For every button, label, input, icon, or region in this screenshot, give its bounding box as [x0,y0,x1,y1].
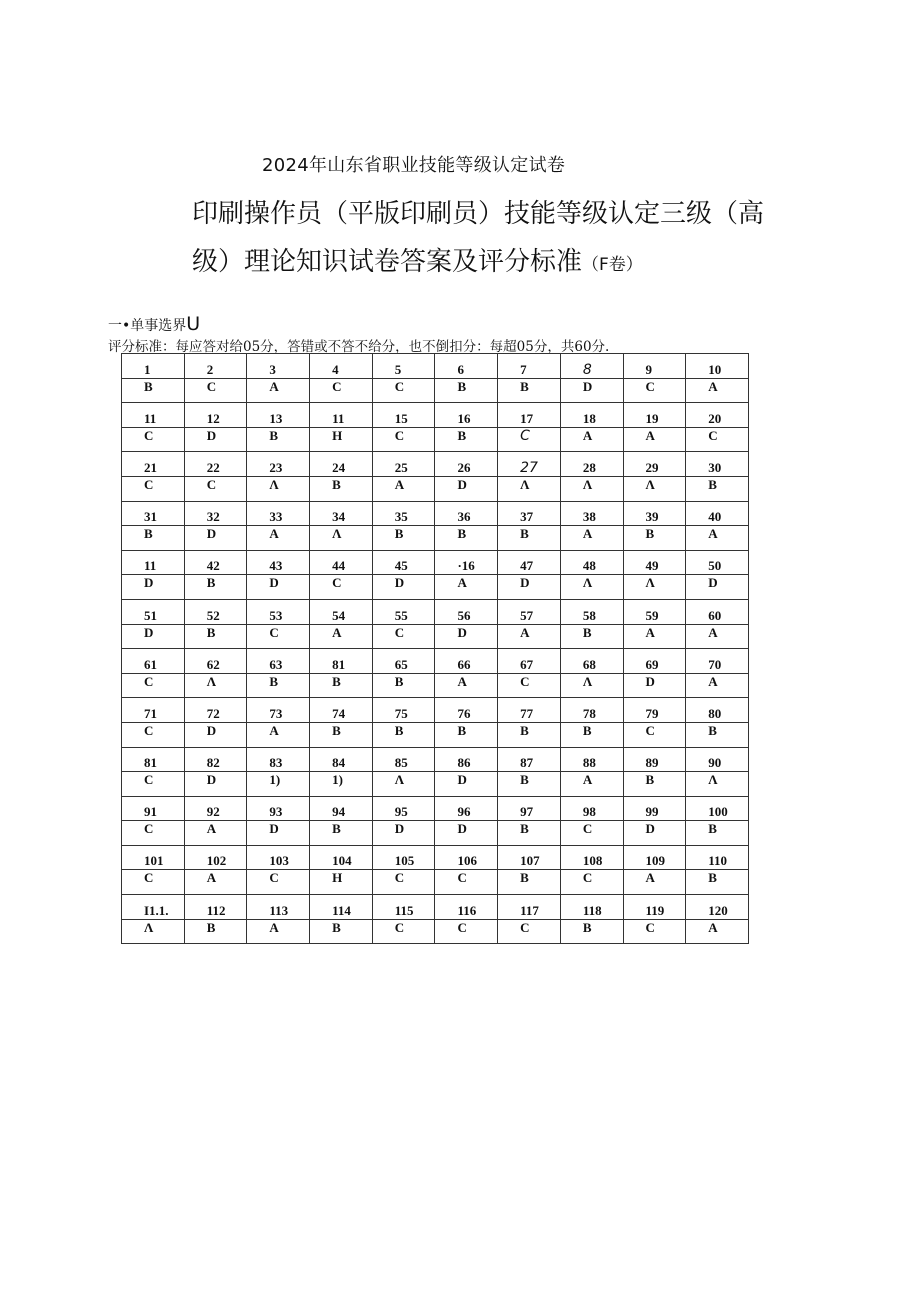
answer-cell: B [435,722,498,747]
answer-cell: H [310,427,373,452]
answer-row [122,821,749,846]
question-number-cell: 36 [435,501,498,526]
answer-cell: A [310,624,373,649]
answer-cell: B [435,378,498,403]
question-number-cell: 22 [184,452,247,477]
answer-cell: Λ [560,575,623,600]
question-number-cell: 115 [372,895,435,920]
answer-cell: C [247,624,310,649]
question-number-cell: 61 [122,649,185,674]
answer-cell: Λ [560,673,623,698]
answer-cell: B [184,575,247,600]
question-number-cell: 44 [310,550,373,575]
answer-cell: C [122,772,185,797]
question-number-cell: 8 [560,354,623,379]
question-number-cell: 95 [372,796,435,821]
answer-row [122,526,749,551]
question-number-cell: 106 [435,845,498,870]
answer-table [121,353,749,944]
answer-cell: C [435,919,498,944]
answer-cell: D [435,772,498,797]
answer-cell: D [435,476,498,501]
question-number-cell: 77 [498,698,561,723]
question-number-cell: 28 [560,452,623,477]
question-number-cell: 98 [560,796,623,821]
answer-cell: B [498,526,561,551]
answer-cell: C [372,624,435,649]
question-number-row [122,747,749,772]
answer-cell: A [686,624,749,649]
question-number-cell: 48 [560,550,623,575]
question-number-row [122,895,749,920]
question-number-cell: 3 [247,354,310,379]
section-label-mark: U [186,313,201,335]
question-number-cell: 29 [623,452,686,477]
answer-cell: B [560,722,623,747]
question-number-cell: 109 [623,845,686,870]
question-number-cell: 117 [498,895,561,920]
question-number-cell: 97 [498,796,561,821]
question-number-cell: 35 [372,501,435,526]
answer-cell: A [247,919,310,944]
question-number-cell: 88 [560,747,623,772]
answer-cell: B [498,722,561,747]
question-number-cell: 86 [435,747,498,772]
answer-cell: B [435,526,498,551]
title-line-1: 印刷操作员（平版印刷员）技能等级认定三级（高 [192,199,765,229]
answer-row [122,772,749,797]
question-number-cell: 113 [247,895,310,920]
answer-cell: B [623,772,686,797]
question-number-cell: 100 [686,796,749,821]
question-number-cell: 82 [184,747,247,772]
question-number-cell: 83 [247,747,310,772]
question-number-cell: 112 [184,895,247,920]
answer-cell: A [686,673,749,698]
question-number-cell: 43 [247,550,310,575]
question-number-cell: 89 [623,747,686,772]
answer-cell: A [686,526,749,551]
question-number-cell: 85 [372,747,435,772]
question-number-cell: 94 [310,796,373,821]
answer-cell: D [122,575,185,600]
question-number-row [122,501,749,526]
question-number-cell: 33 [247,501,310,526]
answer-cell: Λ [686,772,749,797]
answer-cell: B [247,673,310,698]
answer-cell: B [122,378,185,403]
answer-cell: D [247,575,310,600]
answer-cell: D [435,624,498,649]
question-number-cell: 4 [310,354,373,379]
answer-cell: C [122,870,185,895]
answer-cell: A [623,427,686,452]
question-number-cell: 116 [435,895,498,920]
answer-cell: Λ [560,476,623,501]
question-number-cell: 24 [310,452,373,477]
answer-cell: C [310,575,373,600]
answer-cell: D [498,575,561,600]
question-number-cell: 66 [435,649,498,674]
answer-cell: D [623,821,686,846]
question-number-cell: 13 [247,403,310,428]
answer-cell: C [498,919,561,944]
answer-cell: A [184,821,247,846]
answer-cell: A [623,870,686,895]
question-number-cell: 92 [184,796,247,821]
question-number-cell: 90 [686,747,749,772]
answer-cell: H [310,870,373,895]
question-number-cell: 23 [247,452,310,477]
question-number-cell: 38 [560,501,623,526]
answer-cell: A [247,722,310,747]
answer-cell: A [623,624,686,649]
answer-cell: B [184,624,247,649]
question-number-cell: 69 [623,649,686,674]
question-number-cell: 108 [560,845,623,870]
answer-cell: A [560,427,623,452]
answer-cell: Λ [247,476,310,501]
question-number-cell: 50 [686,550,749,575]
question-number-cell: 20 [686,403,749,428]
answer-cell: D [184,526,247,551]
question-number-cell: 11 [310,403,373,428]
title-line-2 [192,244,792,283]
answer-cell: C [623,722,686,747]
answer-cell: D [623,673,686,698]
question-number-cell: 51 [122,599,185,624]
question-number-cell: 87 [498,747,561,772]
question-number-cell: 21 [122,452,185,477]
answer-cell: C [498,427,561,452]
question-number-cell: 16 [435,403,498,428]
answer-cell: A [560,772,623,797]
answer-cell: D [686,575,749,600]
answer-cell: B [310,722,373,747]
question-number-cell: 2 [184,354,247,379]
answer-cell: A [560,526,623,551]
answer-cell: C [372,919,435,944]
question-number-cell: 84 [310,747,373,772]
question-number-cell: 114 [310,895,373,920]
answer-cell: C [122,476,185,501]
answer-cell: B [372,526,435,551]
question-number-cell: 11 [122,550,185,575]
answer-cell: D [372,575,435,600]
answer-cell: B [122,526,185,551]
question-number-cell: 103 [247,845,310,870]
question-number-cell: 62 [184,649,247,674]
question-number-cell: 15 [372,403,435,428]
answer-cell: B [686,870,749,895]
answer-cell: B [184,919,247,944]
question-number-cell: 75 [372,698,435,723]
answer-cell: A [435,575,498,600]
answer-cell: 1) [247,772,310,797]
question-number-cell: 107 [498,845,561,870]
answer-row [122,870,749,895]
question-number-cell: 58 [560,599,623,624]
title-line-2-main: 级）理论知识试卷答案及评分标准 [192,247,583,277]
exam-heading: 2024年山东省职业技能等级认定试卷 [262,155,566,176]
answer-row [122,378,749,403]
question-number-cell: 65 [372,649,435,674]
answer-cell: A [435,673,498,698]
answer-cell: B [310,673,373,698]
answer-cell: C [623,919,686,944]
question-number-cell: 40 [686,501,749,526]
answer-cell: C [184,476,247,501]
question-number-cell: 6 [435,354,498,379]
question-number-cell: 72 [184,698,247,723]
question-number-row [122,452,749,477]
question-number-cell: 53 [247,599,310,624]
question-number-cell: 18 [560,403,623,428]
answer-cell: C [560,821,623,846]
answer-cell: Λ [310,526,373,551]
question-number-cell: 49 [623,550,686,575]
question-number-cell: 80 [686,698,749,723]
question-number-cell: 81 [122,747,185,772]
question-number-cell: 25 [372,452,435,477]
question-number-cell: 68 [560,649,623,674]
question-number-cell: 54 [310,599,373,624]
question-number-cell: 59 [623,599,686,624]
answer-cell: A [686,378,749,403]
question-number-cell: 57 [498,599,561,624]
answer-table-body [122,354,749,944]
question-number-cell: 101 [122,845,185,870]
answer-row [122,673,749,698]
answer-cell: B [435,427,498,452]
answer-cell: Λ [498,476,561,501]
answer-cell: B [372,673,435,698]
answer-cell: D [560,378,623,403]
answer-cell: B [686,476,749,501]
question-number-cell: 71 [122,698,185,723]
answer-cell: B [623,526,686,551]
answer-row [122,427,749,452]
question-number-cell: 96 [435,796,498,821]
question-number-cell: ·16 [435,550,498,575]
question-number-cell: 99 [623,796,686,821]
answer-cell: B [498,378,561,403]
question-number-row [122,845,749,870]
question-number-cell: 30 [686,452,749,477]
answer-cell: A [247,526,310,551]
question-number-cell: 19 [623,403,686,428]
answer-cell: D [435,821,498,846]
question-number-cell: 7 [498,354,561,379]
answer-cell: C [372,427,435,452]
question-number-cell: 34 [310,501,373,526]
answer-cell: C [184,378,247,403]
question-number-row [122,599,749,624]
question-number-cell: 104 [310,845,373,870]
question-number-row [122,403,749,428]
question-number-cell: 11 [122,403,185,428]
answer-row [122,476,749,501]
title-line-2-paper-type: （F卷） [582,255,643,275]
question-number-cell: 26 [435,452,498,477]
answer-cell: C [372,378,435,403]
question-number-cell: 39 [623,501,686,526]
question-number-cell: 5 [372,354,435,379]
question-number-cell: 47 [498,550,561,575]
question-number-cell: 81 [310,649,373,674]
question-number-cell: 120 [686,895,749,920]
scoring-note: 评分标准：每应答对给05分，答错或不答不给分，也不倒扣分：每超05分，共60分. [108,339,610,355]
question-number-cell: 60 [686,599,749,624]
question-number-cell: 76 [435,698,498,723]
answer-cell: C [372,870,435,895]
answer-cell: C [122,821,185,846]
question-number-cell: 9 [623,354,686,379]
answer-cell: B [560,624,623,649]
answer-cell: D [247,821,310,846]
answer-cell: A [184,870,247,895]
question-number-cell: 10 [686,354,749,379]
question-number-cell: 110 [686,845,749,870]
section-label-text: 一•单事选界 [108,318,187,334]
question-number-row [122,698,749,723]
answer-cell: C [686,427,749,452]
answer-cell: D [372,821,435,846]
answer-row [122,919,749,944]
answer-cell: A [498,624,561,649]
answer-cell: B [686,821,749,846]
answer-cell: B [372,722,435,747]
question-number-cell: 105 [372,845,435,870]
answer-cell: B [498,821,561,846]
question-number-cell: 31 [122,501,185,526]
answer-row [122,624,749,649]
question-number-row [122,796,749,821]
answer-cell: B [498,772,561,797]
question-number-cell: 32 [184,501,247,526]
answer-cell: C [623,378,686,403]
question-number-cell: 78 [560,698,623,723]
answer-cell: A [247,378,310,403]
question-number-cell: 45 [372,550,435,575]
question-number-row [122,550,749,575]
question-number-cell: 17 [498,403,561,428]
question-number-cell: 63 [247,649,310,674]
answer-cell: C [247,870,310,895]
question-number-cell: 42 [184,550,247,575]
answer-cell: 1) [310,772,373,797]
question-number-cell: 118 [560,895,623,920]
question-number-cell: 79 [623,698,686,723]
question-number-cell: 67 [498,649,561,674]
answer-cell: B [247,427,310,452]
answer-cell: D [184,427,247,452]
answer-cell: D [122,624,185,649]
answer-cell: Λ [623,575,686,600]
answer-cell: B [310,821,373,846]
answer-row [122,575,749,600]
answer-cell: C [122,722,185,747]
answer-cell: C [560,870,623,895]
question-number-row [122,649,749,674]
question-number-cell: 91 [122,796,185,821]
question-number-row [122,354,749,379]
question-number-cell: I1.1. [122,895,185,920]
question-number-cell: 102 [184,845,247,870]
answer-cell: B [310,476,373,501]
answer-cell: C [122,427,185,452]
answer-cell: B [686,722,749,747]
answer-cell: C [122,673,185,698]
answer-cell: B [498,870,561,895]
question-number-cell: 52 [184,599,247,624]
answer-cell: Λ [623,476,686,501]
answer-cell: C [498,673,561,698]
answer-cell: C [435,870,498,895]
question-number-cell: 74 [310,698,373,723]
answer-cell: B [560,919,623,944]
answer-cell: C [310,378,373,403]
answer-cell: A [372,476,435,501]
question-number-cell: 119 [623,895,686,920]
answer-cell: Λ [122,919,185,944]
question-number-cell: 1 [122,354,185,379]
answer-row [122,722,749,747]
question-number-cell: 37 [498,501,561,526]
answer-cell: A [686,919,749,944]
answer-cell: Λ [184,673,247,698]
answer-cell: B [310,919,373,944]
question-number-cell: 93 [247,796,310,821]
question-number-cell: 27 [498,452,561,477]
answer-cell: D [184,722,247,747]
question-number-cell: 70 [686,649,749,674]
answer-cell: Λ [372,772,435,797]
section-label [108,313,200,335]
question-number-cell: 73 [247,698,310,723]
question-number-cell: 12 [184,403,247,428]
question-number-cell: 56 [435,599,498,624]
answer-cell: D [184,772,247,797]
question-number-cell: 55 [372,599,435,624]
